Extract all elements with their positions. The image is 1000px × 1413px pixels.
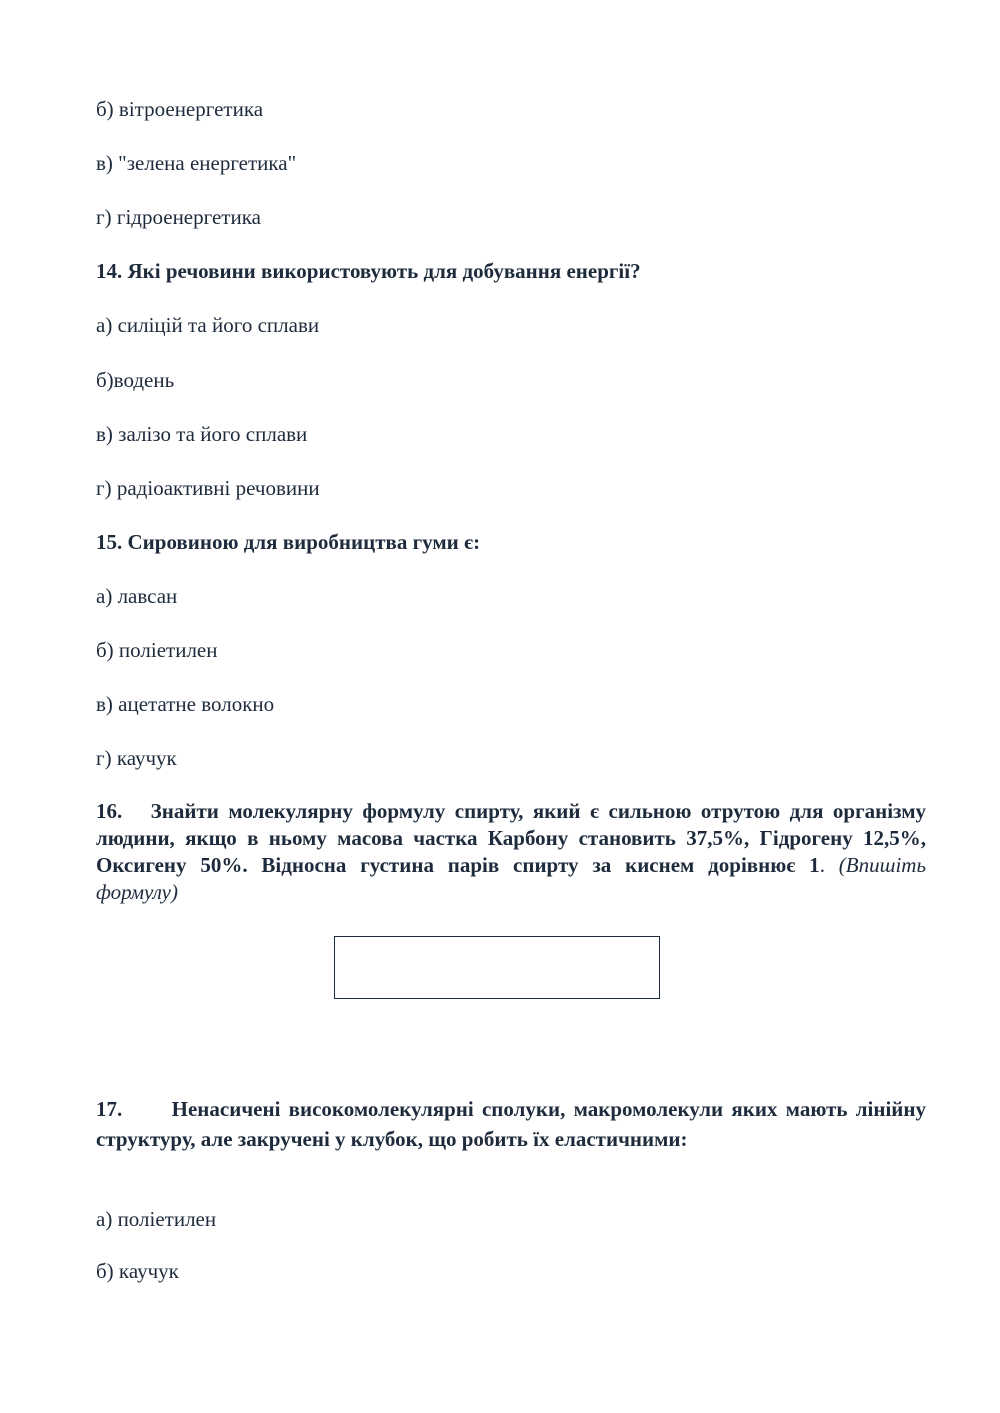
- q16-text: Знайти молекулярну формулу спирту, який є сильною отрутою для організму людини, якщо в ньому масова частка Карбону становить 37,5%, Гідрогену 12,5%, Оксигену 50%. Відносна густина парів спирту за киснем дорівнює 1: [96, 799, 927, 877]
- q16-period: .: [819, 853, 839, 877]
- q13-option-v: в) "зелена енергетика": [96, 151, 297, 175]
- q14-option-v: в) залізо та його сплави: [96, 422, 308, 446]
- q17-question: [96, 1094, 926, 1154]
- q17-option-b: б) каучук: [96, 1259, 179, 1283]
- q15-option-b: б) поліетилен: [96, 638, 218, 662]
- q13-option-g: г) гідроенергетика: [96, 205, 261, 229]
- q15-option-v: в) ацетатне волокно: [96, 692, 275, 716]
- q14-question: 14. Які речовини використовують для добування енергії?: [96, 259, 641, 283]
- q14-option-g: г) радіоактивні речовини: [96, 476, 320, 500]
- q14-option-a: а) силіцій та його сплави: [96, 313, 320, 337]
- q16-question: [96, 798, 926, 906]
- q17-option-a: а) поліетилен: [96, 1207, 217, 1231]
- q15-option-g: г) каучук: [96, 746, 177, 770]
- q13-option-b: б) вітроенергетика: [96, 97, 264, 121]
- q17-text: Ненасичені високомолекулярні сполуки, макромолекули яких мають лінійну структуру, але закручені у клубок, що робить їх еластичними:: [96, 1097, 926, 1151]
- q16-number: 16.: [96, 799, 123, 823]
- q14-option-b: б)водень: [96, 368, 175, 392]
- q16-hint: (Впишіть формулу): [96, 853, 926, 904]
- q15-option-a: а) лавсан: [96, 584, 178, 608]
- q15-question: 15. Сировиною для виробництва гуми є:: [96, 530, 481, 554]
- q17-number: 17.: [96, 1097, 123, 1121]
- q16-answer-box[interactable]: [334, 936, 660, 999]
